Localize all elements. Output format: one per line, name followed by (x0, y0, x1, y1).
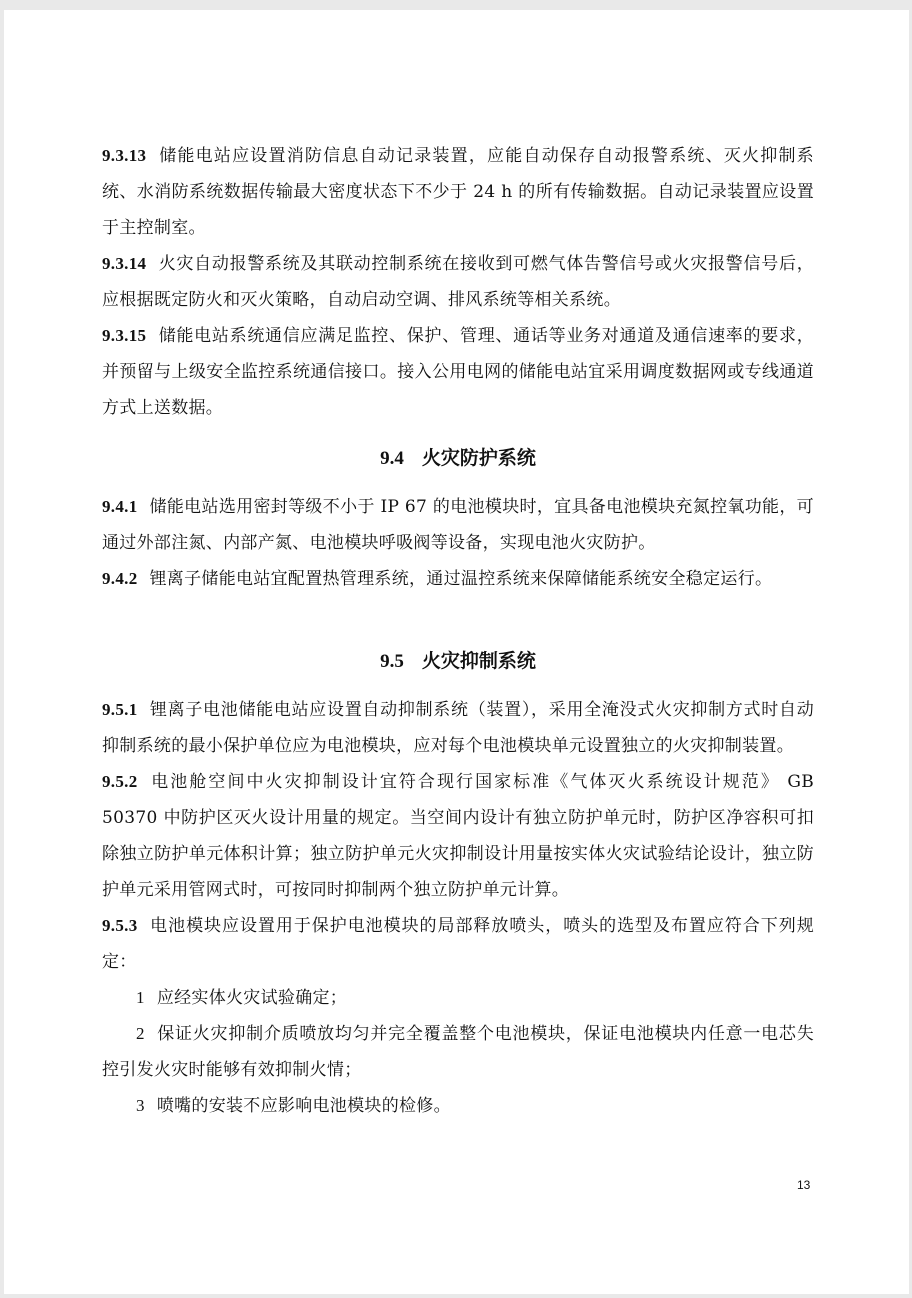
item-text: 喷嘴的安装不应影响电池模块的检修。 (156, 1096, 451, 1116)
clause-text: 锂离子储能电站宜配置热管理系统，通过温控系统来保障储能系统安全稳定运行。 (149, 569, 773, 589)
clause-text: 电池舱空间中火灾抑制设计宜符合现行国家标准《气体灭火系统设计规范》 GB 50370 中防护区灭火设计用量的规定。当空间内设计有独立防护单元时，防护区净容积可扣除独立防护单元体积计算；独立防护单元火灾抑制设计用量按实体火灾试验结论设计，独立防护单元采用管网式时，可按同时抑制两个独立防护单元计算。 (102, 772, 814, 900)
list-item-2 (102, 1016, 814, 1088)
list-item-3 (102, 1088, 814, 1124)
list-item-1 (102, 980, 814, 1016)
clause-9-5-1 (102, 692, 814, 764)
clause-number: 9.3.15 (102, 326, 147, 345)
clause-number: 9.4.1 (102, 497, 138, 516)
clause-text: 火灾自动报警系统及其联动控制系统在接收到可燃气体告警信号或火灾报警信号后，应根据既定防火和灭火策略，自动启动空调、排风系统等相关系统。 (102, 254, 814, 310)
document-page (4, 10, 909, 1294)
item-text: 保证火灾抑制介质喷放均匀并完全覆盖整个电池模块，保证电池模块内任意一电芯失控引发火灾时能够有效抑制火情； (102, 1024, 814, 1080)
section-heading-9-5 (102, 643, 814, 680)
section-title: 火灾抑制系统 (421, 650, 536, 672)
clause-text: 锂离子电池储能电站应设置自动抑制系统（装置），采用全淹没式火灾抑制方式时自动抑制系统的最小保护单位应为电池模块，应对每个电池模块单元设置独立的火灾抑制装置。 (102, 700, 814, 756)
clause-number: 9.5.2 (102, 772, 138, 791)
clause-number: 9.3.14 (102, 254, 147, 273)
clause-9-3-14 (102, 246, 814, 318)
item-text: 应经实体火灾试验确定； (156, 988, 348, 1008)
clause-9-4-1 (102, 489, 814, 561)
clause-number: 9.5.3 (102, 916, 138, 935)
clause-text: 电池模块应设置用于保护电池模块的局部释放喷头，喷头的选型及布置应符合下列规定： (102, 916, 814, 972)
clause-text: 储能电站选用密封等级不小于 IP 67 的电池模块时，宜具备电池模块充氮控氧功能，可通过外部注氮、内部产氮、电池模块呼吸阀等设备，实现电池火灾防护。 (102, 497, 814, 553)
clause-text: 储能电站系统通信应满足监控、保护、管理、通话等业务对通道及通信速率的要求，并预留与上级安全监控系统通信接口。接入公用电网的储能电站宜采用调度数据网或专线通道方式上送数据。 (102, 326, 814, 418)
section-heading-9-4 (102, 440, 814, 477)
item-number: 1 (136, 988, 145, 1007)
section-number: 9.4 (380, 448, 404, 469)
clause-number: 9.4.2 (102, 569, 138, 588)
clause-9-5-3 (102, 908, 814, 980)
page-number: 13 (797, 1178, 811, 1192)
clause-9-3-15 (102, 318, 814, 426)
clause-text: 储能电站应设置消防信息自动记录装置，应能自动保存自动报警系统、灭火抑制系统、水消防系统数据传输最大密度状态下不少于 24 h 的所有传输数据。自动记录装置应设置于主控制室。 (102, 146, 814, 238)
clause-9-3-13 (102, 138, 814, 246)
clause-9-5-2 (102, 764, 814, 908)
item-number: 3 (136, 1096, 145, 1115)
clause-number: 9.5.1 (102, 700, 138, 719)
section-number: 9.5 (380, 651, 404, 672)
page-content (102, 138, 814, 1124)
clause-number: 9.3.13 (102, 146, 147, 165)
section-title: 火灾防护系统 (421, 447, 536, 469)
clause-9-4-2 (102, 561, 814, 597)
item-number: 2 (136, 1024, 145, 1043)
